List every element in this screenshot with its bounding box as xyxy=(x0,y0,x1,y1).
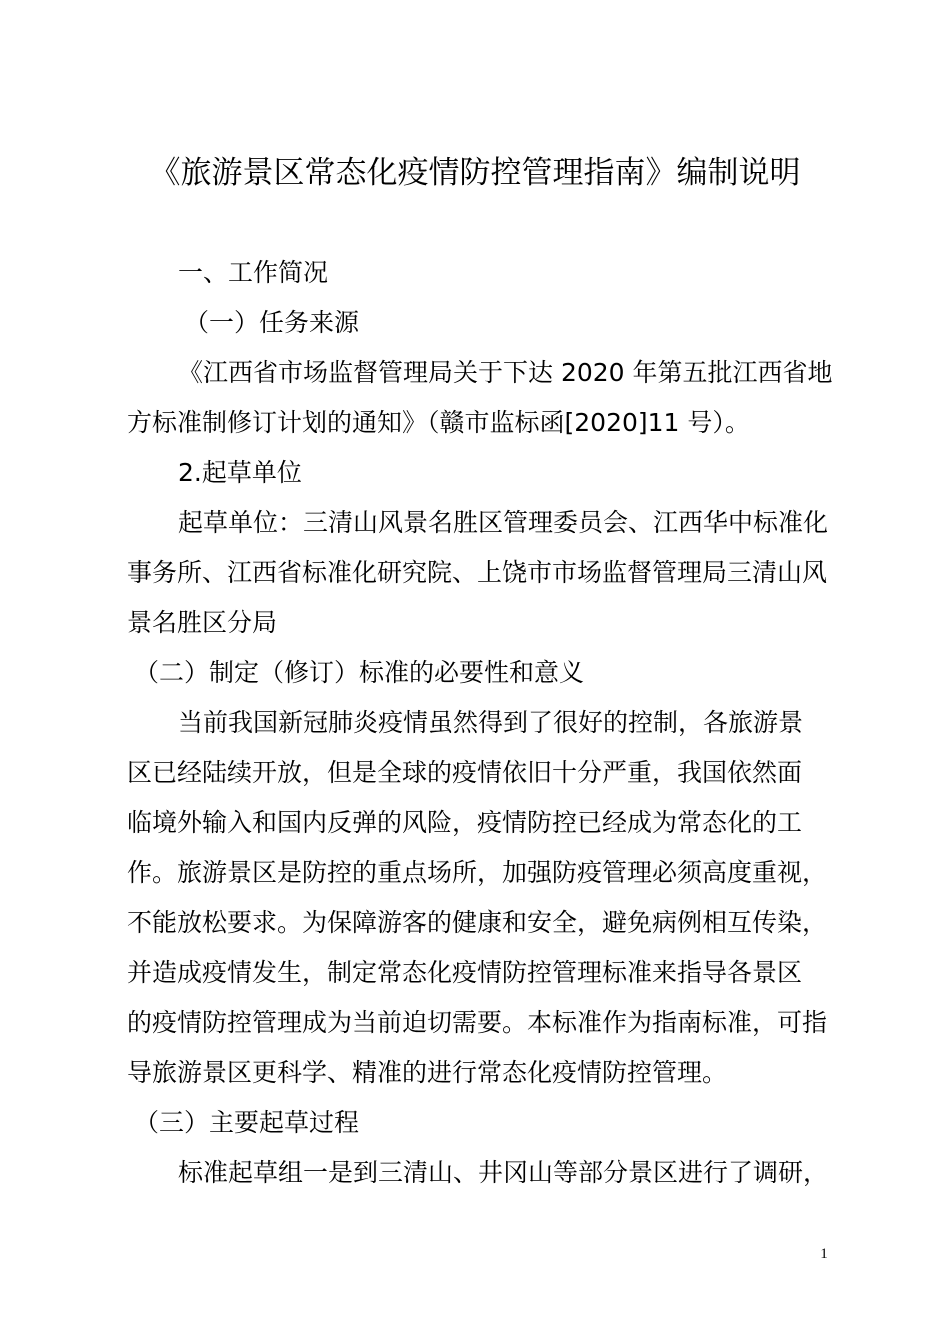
paragraph-line: 《江西省市场监督管理局关于下达 2020 年第五批江西省地 xyxy=(178,358,833,387)
paragraph-line: 不能放松要求。为保障游客的健康和安全，避免病例相互传染， xyxy=(127,908,828,937)
paragraph-line: 方标准制修订计划的通知》（赣市监标函[2020]11 号）。 xyxy=(127,408,750,437)
page-number: 1 xyxy=(820,1246,828,1262)
paragraph-line: 临境外输入和国内反弹的风险，疫情防控已经成为常态化的工 xyxy=(127,808,803,837)
subsection-heading-necessity: （二）制定（修订）标准的必要性和意义 xyxy=(134,658,585,687)
paragraph-line: 标准起草组一是到三清山、井冈山等部分景区进行了调研， xyxy=(178,1158,829,1187)
paragraph-line: 作。旅游景区是防控的重点场所，加强防疫管理必须高度重视， xyxy=(127,858,828,887)
paragraph-line: 区已经陆续开放，但是全球的疫情依旧十分严重，我国依然面 xyxy=(127,758,803,787)
paragraph-line: 并造成疫情发生，制定常态化疫情防控管理标准来指导各景区 xyxy=(127,958,803,987)
document-title: 《旅游景区常态化疫情防控管理指南》编制说明 xyxy=(149,155,801,191)
paragraph-line: 起草单位：三清山风景名胜区管理委员会、江西华中标准化 xyxy=(178,508,829,537)
subsection-heading-drafting-process: （三）主要起草过程 xyxy=(134,1108,360,1137)
paragraph-line: 当前我国新冠肺炎疫情虽然得到了很好的控制，各旅游景 xyxy=(178,708,804,737)
section-heading-work-overview: 一、工作简况 xyxy=(178,258,329,287)
paragraph-line: 景名胜区分局 xyxy=(127,608,278,637)
document-body xyxy=(127,248,835,1198)
subsection-heading-drafting-unit: 2.起草单位 xyxy=(178,458,302,487)
paragraph-line: 事务所、江西省标准化研究院、上饶市市场监督管理局三清山风 xyxy=(127,558,828,587)
paragraph-line: 的疫情防控管理成为当前迫切需要。本标准作为指南标准，可指 xyxy=(127,1008,828,1037)
subsection-heading-task-source: （一）任务来源 xyxy=(184,308,360,337)
paragraph-line: 导旅游景区更科学、精准的进行常态化疫情防控管理。 xyxy=(127,1058,728,1087)
